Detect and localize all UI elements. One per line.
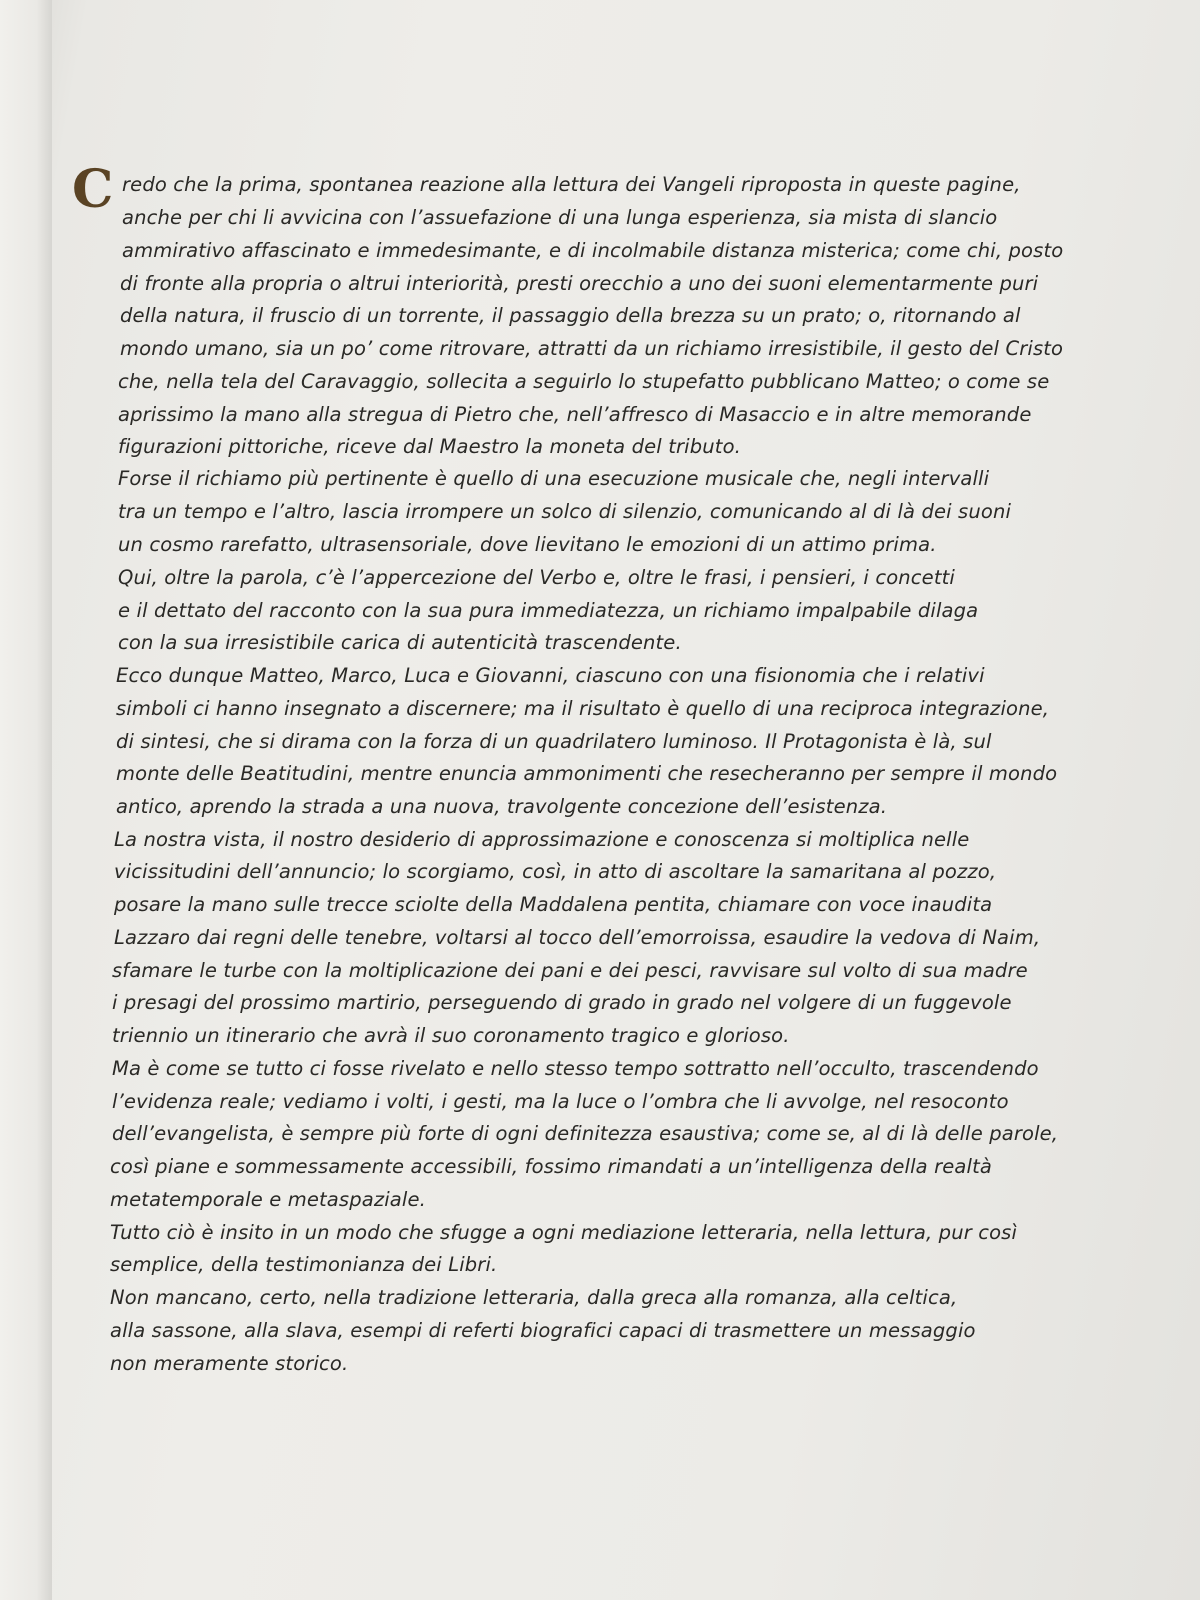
- text-line: dell’evangelista, è sempre più forte di ogni definitezza esaustiva; come se, al di là delle parole,: [112, 1122, 1059, 1145]
- text-line: sfamare le turbe con la moltiplicazione dei pani e dei pesci, ravvisare sul volto di sua madre: [112, 959, 1028, 982]
- text-line: mondo umano, sia un po’ come ritrovare, attratti da un richiamo irresistibile, il gesto del Cristo: [120, 337, 1064, 360]
- text-line: che, nella tela del Caravaggio, sollecita a seguirlo lo stupefatto pubblicano Matteo; o come se: [118, 370, 1050, 393]
- text-line: monte delle Beatitudini, mentre enuncia ammonimenti che resecheranno per sempre il mondo: [116, 762, 1058, 785]
- text-line: triennio un itinerario che avrà il suo coronamento tragico e glorioso.: [112, 1024, 790, 1047]
- text-line: Ma è come se tutto ci fosse rivelato e nello stesso tempo sottratto nell’occulto, trascendendo: [112, 1057, 1039, 1080]
- text-line: l’evidenza reale; vediamo i volti, i gesti, ma la luce o l’ombra che li avvolge, nel resoconto: [112, 1090, 1009, 1113]
- text-line: di fronte alla propria o altrui interiorità, presti orecchio a uno dei suoni elementarmente puri: [120, 272, 1039, 295]
- text-line: antico, aprendo la strada a una nuova, travolgente concezione dell’esistenza.: [116, 795, 888, 818]
- text-line: ammirativo affascinato e immedesimante, e di incolmabile distanza misterica; come chi, posto: [122, 239, 1064, 262]
- text-line: Forse il richiamo più pertinente è quello di una esecuzione musicale che, negli intervalli: [118, 467, 990, 490]
- text-line: un cosmo rarefatto, ultrasensoriale, dove lievitano le emozioni di un attimo prima.: [118, 533, 937, 556]
- text-line: anche per chi li avvicina con l’assuefazione di una lunga esperienza, sia mista di slancio: [122, 206, 998, 229]
- text-line: metatemporale e metaspaziale.: [110, 1188, 426, 1211]
- page-gutter: [0, 0, 52, 1600]
- text-line: simboli ci hanno insegnato a discernere; ma il risultato è quello di una reciproca integrazione,: [116, 697, 1050, 720]
- text-line: così piane e sommessamente accessibili, fossimo rimandati a un’intelligenza della realtà: [110, 1155, 992, 1178]
- text-line: di sintesi, che si dirama con la forza di un quadrilatero luminoso. Il Protagonista è là, sul: [116, 730, 992, 753]
- text-line: Tutto ciò è insito in un modo che sfugge a ogni mediazione letteraria, nella lettura, pur così: [110, 1221, 1018, 1244]
- body-text: [72, 159, 1112, 1412]
- text-line: i presagi del prossimo martirio, perseguendo di grado in grado nel volgere di un fuggevole: [112, 991, 1012, 1014]
- text-line: figurazioni pittoriche, riceve dal Maestro la moneta del tributo.: [118, 435, 741, 458]
- drop-cap: C: [72, 159, 114, 220]
- text-line: con la sua irresistibile carica di autenticità trascendente.: [118, 631, 682, 654]
- text-line: aprissimo la mano alla stregua di Pietro che, nell’affresco di Masaccio e in altre memorande: [118, 403, 1032, 426]
- text-line: posare la mano sulle trecce sciolte della Maddalena pentita, chiamare con voce inaudita: [114, 893, 993, 916]
- text-line: Ecco dunque Matteo, Marco, Luca e Giovanni, ciascuno con una fisionomia che i relativi: [116, 664, 985, 687]
- text-line: Non mancano, certo, nella tradizione letteraria, dalla greca alla romanza, alla celtica,: [110, 1286, 958, 1309]
- text-line: La nostra vista, il nostro desiderio di approssimazione e conoscenza si moltiplica nelle: [114, 828, 970, 851]
- text-line: Lazzaro dai regni delle tenebre, voltarsi al tocco dell’emorroissa, esaudire la vedova di Naim,: [114, 926, 1041, 949]
- text-line: alla sassone, alla slava, esempi di referti biografici capaci di trasmettere un messaggio: [110, 1319, 976, 1342]
- text-line: redo che la prima, spontanea reazione alla lettura dei Vangeli riproposta in queste pagine,: [122, 173, 1021, 196]
- text-line: e il dettato del racconto con la sua pura immediatezza, un richiamo impalpabile dilaga: [118, 599, 979, 622]
- text-line: non meramente storico.: [110, 1352, 349, 1375]
- text-line: della natura, il fruscio di un torrente, il passaggio della brezza su un prato; o, ritornando al: [120, 304, 1021, 327]
- text-line: Qui, oltre la parola, c’è l’appercezione del Verbo e, oltre le frasi, i pensieri, i concetti: [118, 566, 955, 589]
- text-line: semplice, della testimonianza dei Libri.: [110, 1253, 498, 1276]
- text-line: vicissitudini dell’annuncio; lo scorgiamo, così, in atto di ascoltare la samaritana al pozzo,: [114, 860, 997, 883]
- text-line: tra un tempo e l’altro, lascia irrompere un solco di silenzio, comunicando al di là dei suoni: [118, 500, 1012, 523]
